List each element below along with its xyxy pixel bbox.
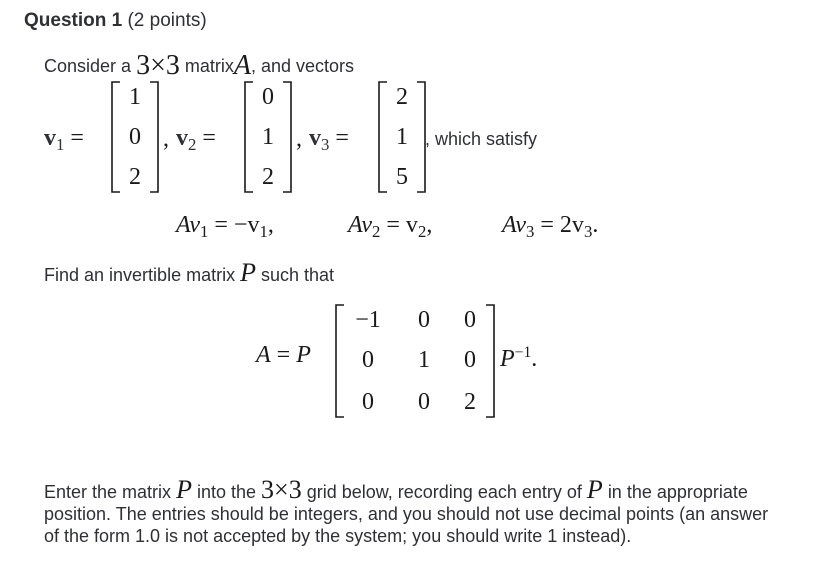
vector-v3-entry-1: 2 (396, 84, 408, 110)
comma-1: , (163, 126, 169, 152)
vector-v1-entry-1: 1 (129, 84, 141, 110)
diag-rhs: $P^{-1}$. (500, 344, 538, 372)
diag-entry-1-1: −1 (355, 307, 381, 333)
diag-lhs: A = P (256, 342, 311, 368)
question-number: Question 1 (24, 10, 123, 31)
intro-size-a: 3 (136, 50, 151, 81)
diag-entry-2-2: 1 (418, 347, 430, 373)
vector-v1-label: v1 = (44, 125, 84, 154)
vector-v3-entry-2: 1 (396, 124, 408, 150)
diag-entry-2-1: 0 (362, 347, 374, 373)
intro-consider: Consider a (44, 56, 132, 76)
question-title (24, 10, 207, 32)
intro-sentence (44, 48, 354, 84)
find-sentence: Find an invertible matrix P such that (44, 258, 335, 287)
eigen-equation-2: Av2 = v2, (348, 212, 433, 241)
diag-entry-2-3: 0 (464, 347, 476, 373)
which-satisfy: , which satisfy (425, 129, 538, 149)
vector-v2-entry-1: 0 (262, 84, 274, 110)
vector-v1-entry-2: 0 (129, 124, 141, 150)
diag-entry-1-3: 0 (464, 307, 476, 333)
vector-v3-label: v3 = (309, 125, 349, 154)
comma-2: , (296, 126, 302, 152)
vector-v1-entry-3: 2 (129, 164, 141, 190)
intro-matrix-word: matrix (184, 56, 234, 76)
intro-matrix-name: A (233, 50, 251, 81)
vector-v2-label: v2 = (176, 125, 216, 154)
vector-v2-entry-3: 2 (262, 164, 274, 190)
intro-size-b: 3 (165, 50, 180, 81)
diag-entry-1-2: 0 (418, 307, 430, 333)
vector-v3-entry-3: 5 (396, 164, 408, 190)
eigen-equation-3: Av3 = 2v3. (502, 212, 599, 241)
eigen-equation-1: Av1 = −v1, (176, 212, 274, 241)
question-points: (2 points) (127, 10, 207, 31)
intro-times: × (150, 50, 166, 81)
vector-v2-entry-2: 1 (262, 124, 274, 150)
diag-entry-3-3: 2 (464, 389, 476, 415)
instructions-paragraph: Enter the matrix P into the 3×3 grid below, recording each entry of P in the appropriate position. The entries should be integers, and you should not use decimal points (an answer of the form 1.0 is not accepted by the system; you should write 1 instead). (44, 475, 769, 546)
diag-entry-3-2: 0 (418, 389, 430, 415)
intro-and-vectors: , and vectors (250, 56, 355, 76)
diag-entry-3-1: 0 (362, 389, 374, 415)
